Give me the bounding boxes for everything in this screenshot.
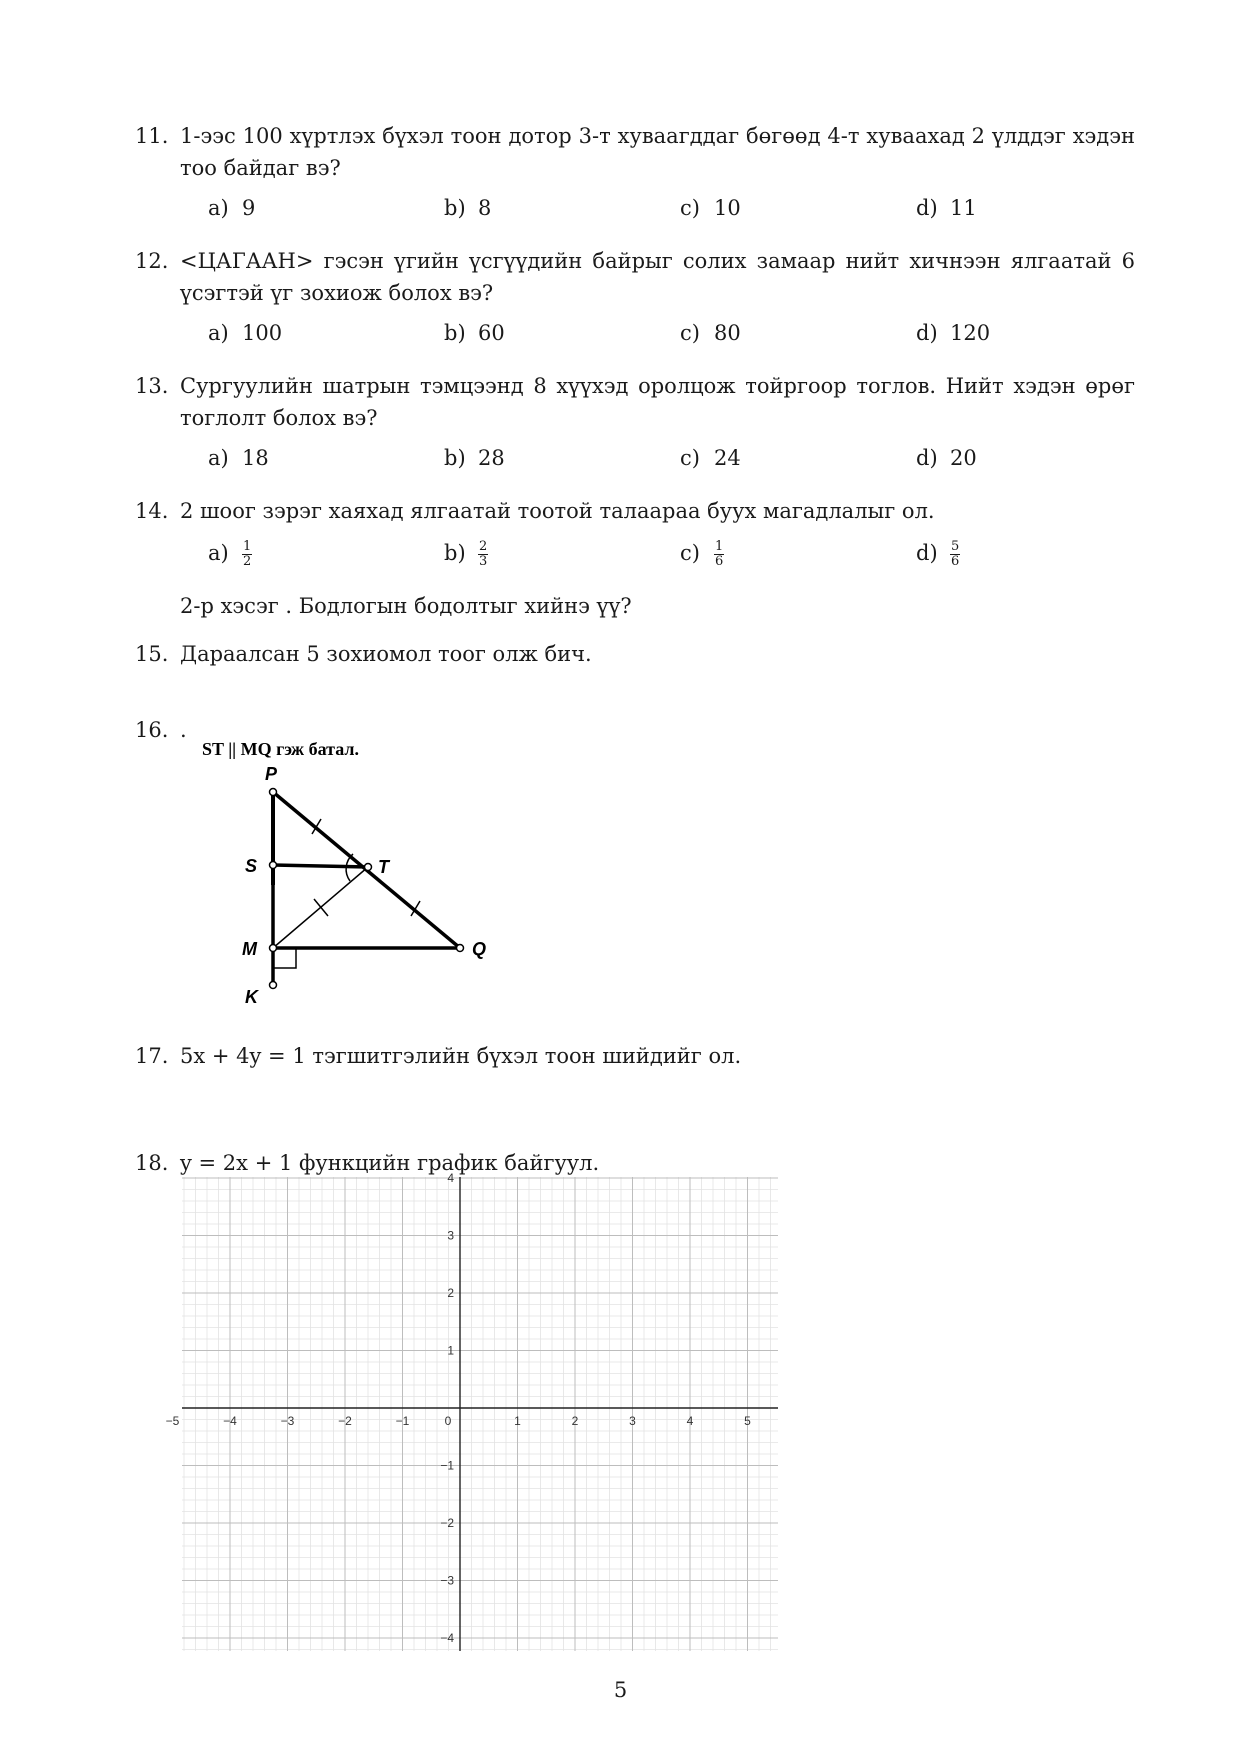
question-number: 17. [135, 1044, 169, 1068]
question-text: 1-ээс 100 хүртлэх бүхэл тоон дотор 3-т хуваагддаг бөгөөд 4-т хуваахад 2 үлддэг хэдэн тоо байдаг вэ? [180, 124, 1135, 180]
label-K: K [245, 987, 258, 1007]
x-tick-label: 1 [514, 1414, 521, 1428]
geometry-figure [190, 735, 520, 1015]
point-T [365, 864, 372, 871]
question-text: <ЦАГААН> гэсэн үгийн үсгүүдийн байрыг солих замаар нийт хичнээн ялгаатай 6 үсэгтэй үг зохиож болох вэ? [180, 249, 1135, 305]
question-number: 14. [135, 499, 169, 523]
option-b: b) 60 [444, 321, 505, 345]
x-tick-label: −2 [338, 1414, 352, 1428]
question-text: y = 2x + 1 функцийн график байгуул. [180, 1151, 600, 1175]
tick-mark-MT [314, 899, 328, 916]
q11-options [208, 196, 1008, 228]
label-M: M [242, 939, 257, 959]
option-d: d) 120 [916, 321, 991, 345]
question-number: 11. [135, 124, 169, 148]
point-Q [457, 945, 464, 952]
y-tick-label: −1 [440, 1458, 454, 1473]
fraction: $\frac{1}{6}$ [715, 539, 724, 569]
question-text: . [180, 718, 187, 742]
option-a: a) 100 [208, 321, 283, 345]
option-d: d) 11 [916, 196, 977, 220]
y-tick-label: −3 [440, 1573, 454, 1588]
label-Q: Q [472, 939, 487, 959]
part-2-heading: 2-р хэсэг . Бодлогын бодолтыг хийнэ үү? [180, 594, 632, 618]
x-tick-label: −1 [395, 1414, 410, 1428]
option-a: a) 18 [208, 446, 269, 470]
point-S [270, 862, 277, 869]
q13-options [208, 446, 1008, 478]
y-tick-label: −4 [440, 1631, 454, 1645]
page-number: 5 [613, 1678, 628, 1702]
fraction: $\frac{1}{2}$ [243, 539, 252, 569]
option-d: d) $\frac{5}{6}$ [916, 539, 960, 569]
option-a: a) $\frac{1}{2}$ [208, 539, 252, 569]
y-tick-label: 1 [447, 1343, 454, 1358]
question-text: 5x + 4y = 1 тэгшитгэлийн бүхэл тоон шийдийг ол. [180, 1044, 742, 1068]
y-tick-label: 2 [447, 1286, 454, 1300]
fraction: $\frac{2}{3}$ [479, 539, 488, 569]
label-P: P [265, 764, 278, 784]
option-c: c) 10 [680, 196, 741, 220]
y-tick-label: 3 [447, 1228, 454, 1243]
x-tick-label: 3 [629, 1414, 636, 1428]
coordinate-grid [165, 1171, 790, 1655]
option-c: c) 24 [680, 446, 741, 470]
option-b: b) 28 [444, 446, 505, 470]
x-tick-label: −5 [165, 1414, 180, 1428]
question-text: 2 шоог зэрэг хаяхад ялгаатай тоотой талаараа буух магадлалыг ол. [180, 499, 935, 523]
point-M [270, 945, 277, 952]
option-c: c) 80 [680, 321, 741, 345]
question-number: 13. [135, 374, 169, 398]
x-tick-label: −3 [280, 1414, 295, 1428]
question-number: 12. [135, 249, 169, 273]
question-number: 16. [135, 718, 169, 742]
question-number: 15. [135, 642, 169, 666]
figure-title: ST || MQ гэж батал. [202, 739, 359, 759]
option-c: c) $\frac{1}{6}$ [680, 539, 724, 569]
x-tick-label: −4 [223, 1414, 237, 1428]
label-S: S [245, 856, 258, 876]
question-text: Сургуулийн шатрын тэмцээнд 8 хүүхэд оролцож тойргоор тоглов. Нийт хэдэн өрөг тоглолт болох вэ? [180, 374, 1135, 430]
question-number: 18. [135, 1151, 169, 1175]
x-tick-label: 0 [444, 1414, 452, 1428]
option-b: b) 8 [444, 196, 492, 220]
y-tick-label: −2 [440, 1516, 454, 1530]
x-tick-label: 2 [571, 1414, 579, 1428]
option-a: a) 9 [208, 196, 256, 220]
x-tick-label: 4 [686, 1414, 694, 1428]
q14-options [208, 540, 1008, 572]
fraction: $\frac{5}{6}$ [951, 539, 960, 569]
segment-ST [273, 865, 368, 867]
x-tick-label: 5 [744, 1414, 751, 1428]
option-d: d) 20 [916, 446, 977, 470]
q12-options [208, 321, 1008, 353]
label-T: T [378, 857, 389, 877]
question-text: Дараалсан 5 зохиомол тоог олж бич. [180, 642, 592, 666]
right-angle-mark [273, 948, 296, 968]
y-tick-label: 4 [447, 1171, 454, 1185]
point-P [270, 789, 277, 796]
point-K [270, 982, 277, 989]
option-b: b) $\frac{2}{3}$ [444, 539, 488, 569]
